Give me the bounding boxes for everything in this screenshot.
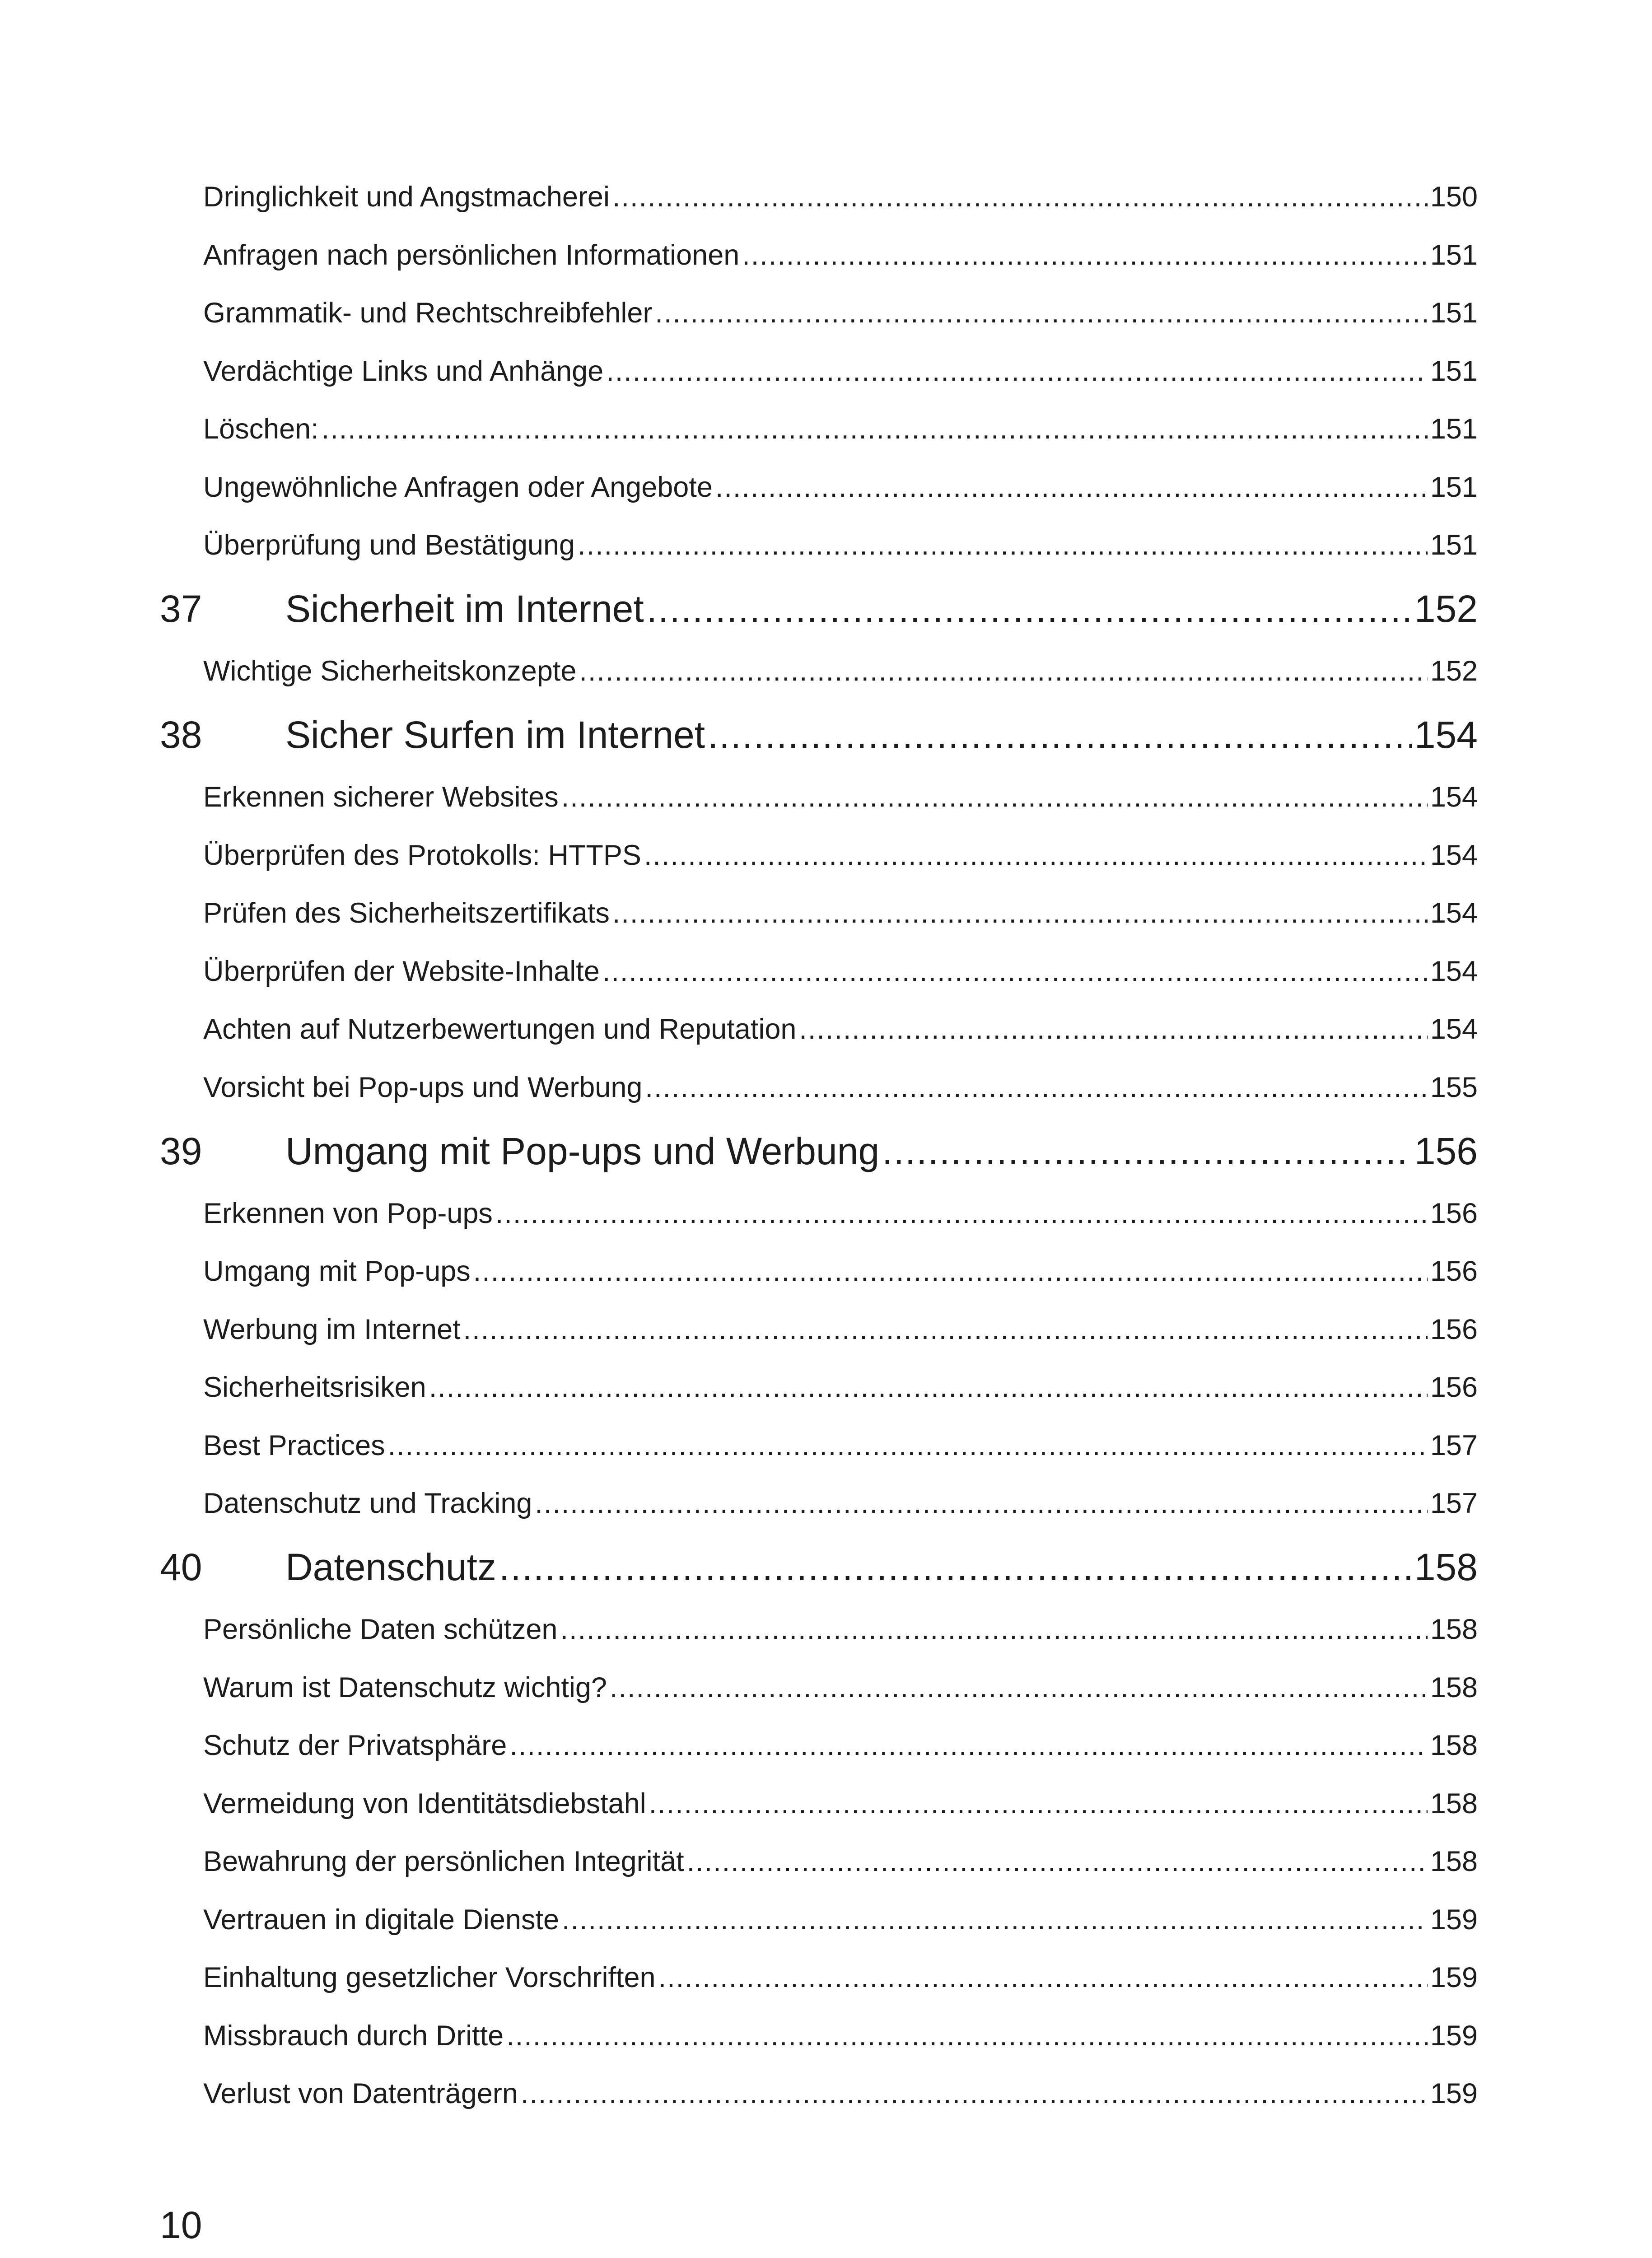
entry-title: Verdächtige Links und Anhänge — [203, 355, 604, 387]
entry-page-number: 154 — [1430, 781, 1478, 813]
dot-leader — [647, 587, 1412, 631]
entry-page-number: 154 — [1430, 1013, 1478, 1045]
entry-page-number: 156 — [1430, 1372, 1478, 1403]
toc-entry[interactable] — [203, 471, 1478, 504]
toc-entry[interactable] — [203, 1903, 1478, 1936]
entry-title: Bewahrung der persönlichen Integrität — [203, 1846, 684, 1877]
toc-entry[interactable] — [203, 413, 1478, 445]
toc-entry[interactable] — [203, 655, 1478, 687]
entry-title: Vorsicht bei Pop-ups und Werbung — [203, 1072, 643, 1103]
toc-entry[interactable] — [203, 1197, 1478, 1230]
dot-leader — [429, 1371, 1428, 1404]
dot-leader — [535, 1487, 1427, 1520]
chapter-number: 37 — [160, 588, 202, 630]
entry-title: Vertrauen in digitale Dienste — [203, 1904, 559, 1936]
toc-entry[interactable] — [203, 355, 1478, 387]
entry-page-number: 154 — [1414, 714, 1478, 756]
entry-page-number: 151 — [1430, 529, 1478, 561]
entry-page-number: 154 — [1430, 897, 1478, 929]
dot-leader — [509, 1729, 1428, 1762]
entry-title: Sicherheitsrisiken — [203, 1372, 426, 1403]
entry-page-number: 158 — [1430, 1672, 1478, 1703]
entry-title: Erkennen von Pop-ups — [203, 1198, 493, 1229]
chapter-number: 38 — [160, 714, 202, 756]
dot-leader — [579, 655, 1427, 687]
entry-page-number: 158 — [1430, 1614, 1478, 1645]
dot-leader — [658, 1961, 1428, 1994]
toc-entry[interactable] — [203, 1613, 1478, 1646]
entry-page-number: 151 — [1430, 239, 1478, 271]
toc-entry[interactable] — [203, 1729, 1478, 1762]
entry-page-number: 152 — [1430, 655, 1478, 687]
entry-page-number: 157 — [1430, 1430, 1478, 1461]
dot-leader — [322, 413, 1428, 445]
dot-leader — [602, 955, 1428, 988]
toc-entry[interactable] — [203, 2020, 1478, 2052]
entry-title: Verlust von Datenträgern — [203, 2078, 518, 2109]
dot-leader — [562, 1903, 1428, 1936]
dot-leader — [560, 1613, 1427, 1646]
toc-entry[interactable] — [203, 1961, 1478, 1994]
entry-title: Schutz der Privatsphäre — [203, 1730, 507, 1761]
dot-leader — [882, 1129, 1412, 1173]
entry-title: Überprüfung und Bestätigung — [203, 529, 575, 561]
entry-title: Best Practices — [203, 1430, 385, 1461]
dot-leader — [799, 1013, 1427, 1045]
dot-leader — [561, 781, 1428, 813]
entry-page-number: 156 — [1430, 1198, 1478, 1229]
entry-title: Datenschutz und Tracking — [203, 1488, 532, 1519]
toc-entry[interactable] — [203, 1071, 1478, 1104]
toc-entry[interactable] — [203, 1429, 1478, 1462]
entry-page-number: 154 — [1430, 840, 1478, 871]
entry-page-number: 150 — [1430, 181, 1478, 213]
dot-leader — [742, 239, 1428, 271]
entry-page-number: 152 — [1414, 588, 1478, 630]
entry-title: Wichtige Sicherheitskonzepte — [203, 655, 577, 687]
entry-page-number: 156 — [1414, 1130, 1478, 1172]
toc-entry[interactable] — [203, 1371, 1478, 1404]
entry-title: Überprüfen des Protokolls: HTTPS — [203, 840, 641, 871]
dot-leader — [463, 1313, 1428, 1346]
toc-entry[interactable] — [203, 955, 1478, 988]
toc-chapter-entry[interactable] — [160, 1129, 1478, 1173]
toc-entry[interactable] — [203, 1787, 1478, 1820]
entry-page-number: 159 — [1430, 1904, 1478, 1936]
dot-leader — [578, 529, 1428, 561]
entry-page-number: 159 — [1430, 2078, 1478, 2109]
toc-entry[interactable] — [203, 1845, 1478, 1878]
dot-leader — [687, 1845, 1428, 1878]
toc-entry[interactable] — [203, 297, 1478, 329]
dot-leader — [644, 839, 1428, 872]
entry-title: Persönliche Daten schützen — [203, 1614, 558, 1645]
dot-leader — [708, 713, 1412, 757]
dot-leader — [655, 297, 1428, 329]
toc-entry[interactable] — [203, 239, 1478, 271]
entry-title: Ungewöhnliche Anfragen oder Angebote — [203, 471, 713, 503]
entry-page-number: 158 — [1414, 1546, 1478, 1588]
dot-leader — [506, 2020, 1428, 2052]
entry-title: Grammatik- und Rechtschreibfehler — [203, 297, 653, 329]
entry-title: Umgang mit Pop-ups — [203, 1255, 471, 1287]
dot-leader — [612, 897, 1428, 929]
entry-title: Achten auf Nutzerbewertungen und Reputation — [203, 1013, 797, 1045]
dot-leader — [499, 1545, 1412, 1589]
entry-title: Löschen: — [203, 413, 319, 445]
toc-entry[interactable] — [203, 1313, 1478, 1346]
dot-leader — [473, 1255, 1428, 1288]
entry-title: Dringlichkeit und Angstmacherei — [203, 181, 610, 213]
entry-title: Werbung im Internet — [203, 1314, 461, 1345]
entry-title: Missbrauch durch Dritte — [203, 2020, 504, 2052]
entry-page-number: 158 — [1430, 1846, 1478, 1877]
entry-title: Überprüfen der Website-Inhalte — [203, 956, 600, 987]
dot-leader — [388, 1429, 1428, 1462]
page-number: 10 — [160, 2204, 202, 2246]
entry-page-number: 158 — [1430, 1730, 1478, 1761]
chapter-number: 39 — [160, 1130, 202, 1172]
entry-page-number: 158 — [1430, 1788, 1478, 1819]
toc-entry[interactable] — [203, 529, 1478, 561]
toc-chapter-entry[interactable] — [160, 587, 1478, 631]
entry-page-number: 154 — [1430, 956, 1478, 987]
toc-entry[interactable] — [203, 781, 1478, 813]
dot-leader — [606, 355, 1428, 387]
entry-page-number: 157 — [1430, 1488, 1478, 1519]
entry-page-number: 156 — [1430, 1255, 1478, 1287]
chapter-title: Datenschutz — [285, 1546, 496, 1588]
toc-entry[interactable] — [203, 2077, 1478, 2110]
entry-page-number: 151 — [1430, 355, 1478, 387]
dot-leader — [715, 471, 1428, 504]
chapter-title: Sicherheit im Internet — [285, 588, 644, 630]
toc-entry[interactable] — [203, 1013, 1478, 1045]
dot-leader — [610, 1671, 1428, 1704]
entry-page-number: 151 — [1430, 471, 1478, 503]
chapter-title: Sicher Surfen im Internet — [285, 714, 705, 756]
entry-page-number: 151 — [1430, 297, 1478, 329]
entry-title: Vermeidung von Identitätsdiebstahl — [203, 1788, 646, 1819]
dot-leader — [645, 1071, 1427, 1104]
entry-page-number: 159 — [1430, 2020, 1478, 2052]
entry-title: Einhaltung gesetzlicher Vorschriften — [203, 1962, 656, 1993]
toc-entry[interactable] — [203, 1255, 1478, 1288]
toc-chapter-entry[interactable] — [160, 1545, 1478, 1589]
chapter-title: Umgang mit Pop-ups und Werbung — [285, 1130, 880, 1172]
entry-page-number: 155 — [1430, 1072, 1478, 1103]
entry-page-number: 151 — [1430, 413, 1478, 445]
entry-title: Anfragen nach persönlichen Informationen — [203, 239, 740, 271]
toc-entry[interactable] — [203, 181, 1478, 213]
entry-title: Prüfen des Sicherheitszertifikats — [203, 897, 610, 929]
entry-title: Erkennen sicherer Websites — [203, 781, 559, 813]
toc-entry[interactable] — [203, 839, 1478, 872]
toc-entry[interactable] — [203, 1487, 1478, 1520]
dot-leader — [612, 181, 1428, 213]
toc-entry[interactable] — [203, 1671, 1478, 1704]
entry-page-number: 156 — [1430, 1314, 1478, 1345]
entry-title: Warum ist Datenschutz wichtig? — [203, 1672, 607, 1703]
dot-leader — [495, 1197, 1428, 1230]
chapter-number: 40 — [160, 1546, 202, 1588]
toc-entry[interactable] — [203, 897, 1478, 929]
dot-leader — [649, 1787, 1428, 1820]
toc-chapter-entry[interactable] — [160, 713, 1478, 757]
dot-leader — [521, 2077, 1428, 2110]
entry-page-number: 159 — [1430, 1962, 1478, 1993]
